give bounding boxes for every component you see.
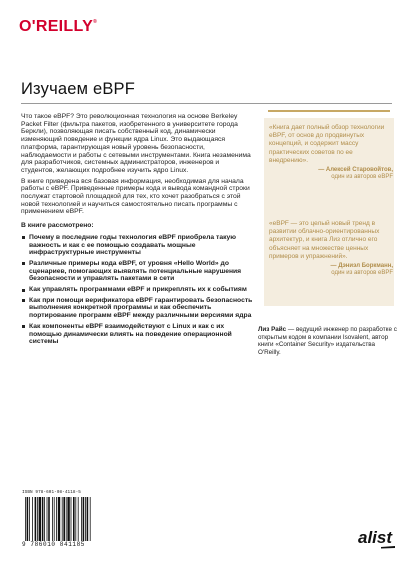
- barcode-bar: [71, 497, 72, 541]
- ean-digits: 9 786010 841185: [22, 541, 86, 548]
- barcode-bar: [44, 497, 45, 541]
- barcode-bar: [81, 497, 82, 541]
- quote-text: «eBPF — это целый новый тренд в развитии облачно-ориентированных архитектур, и книга Лиз отлично его объясняет на множестве ценных примеров и упражнений».: [269, 220, 380, 260]
- quotes-top-rule: [268, 110, 390, 112]
- publisher-logo: O'REILLY®: [19, 18, 98, 35]
- barcode-bar: [87, 497, 89, 541]
- barcode-bar: [39, 497, 41, 541]
- barcode-bar: [35, 497, 37, 541]
- title-divider: [21, 103, 392, 104]
- barcode-bar: [85, 497, 86, 541]
- topic-item: Как управлять программами eBPF и прикреплять их к событиям: [21, 286, 253, 294]
- topics-list: [21, 234, 253, 346]
- isbn-label: ISBN 978-601-08-4118-5: [22, 490, 81, 495]
- quote-text: «Книга дает полный обзор технологии eBPF, от основ до продвинутых концепций, и содержит массу практических советов по ее внедрению».: [269, 124, 385, 164]
- barcode-image: [24, 497, 116, 541]
- topic-item: Как компоненты eBPF взаимодействуют с Linux и как с их помощью динамически влиять на поведение операционной системы: [21, 323, 253, 346]
- book-title: Изучаем eBPF: [21, 80, 136, 98]
- barcode-bar: [73, 497, 75, 541]
- barcode-bar: [56, 497, 57, 541]
- barcode-bar: [29, 497, 30, 541]
- barcode-bar: [37, 497, 38, 541]
- barcode-bar: [62, 497, 63, 541]
- quote-borkmann: [269, 220, 393, 277]
- quote-author-role: один из авторов eBPF: [331, 270, 393, 277]
- barcode-bar: [75, 497, 76, 541]
- barcode-bar: [67, 497, 69, 541]
- barcode-block: [22, 490, 118, 550]
- quote-attribution: [269, 263, 393, 277]
- intro-paragraph-1: Что такое eBPF? Это революционная технология на основе Berkeley Packet Filter (фильтра пакетов, изобретенного в университете города Беркли), позволяющая писать собственный код, динамически изменяющий поведение и функции ядра Linux. Это выдающаяся платформа, гарантирующая новый уровень безопасности, наблюдаемости и работы с сетевыми инструментами. Книга незаменима для разработчиков, системных администраторов, инженеров и студентов, желающих подробнее изучить ядро Linux.: [21, 113, 251, 174]
- barcode-bar: [54, 497, 55, 541]
- quote-author-role: один из авторов eBPF: [331, 174, 393, 181]
- author-name: Лиз Райс: [258, 326, 287, 333]
- topic-item: Почему в последние годы технология eBPF приобрела такую важность и как с ее помощью создавать мощные инфраструктурные инструменты: [21, 234, 253, 257]
- quote-attribution: [269, 167, 393, 181]
- quote-starovoitov: [269, 124, 393, 181]
- barcode-bar: [90, 497, 91, 541]
- quote-author: — Алексей Старовойтов,: [318, 167, 393, 174]
- barcode-bar: [66, 497, 67, 541]
- alist-publisher-icon: [357, 525, 397, 549]
- barcode-bar: [32, 497, 33, 541]
- barcode-bar: [78, 497, 79, 541]
- topics-heading: В книге рассмотрено:: [21, 222, 94, 230]
- description-column: [21, 113, 253, 349]
- barcode-bar: [27, 497, 29, 541]
- trademark-mark: ®: [93, 19, 98, 25]
- barcode-bar: [48, 497, 50, 541]
- barcode-bar: [42, 497, 44, 541]
- svg-text:alist: alist: [358, 528, 393, 547]
- topic-item: Как при помощи верификатора eBPF гарантировать безопасность выполнения конкретной программы и как обеспечить портирование программ eBPF между различными версиями ядра: [21, 297, 253, 320]
- topic-item: Различные примеры кода eBPF, от уровня «Hello World» до сценариев, помогающих выявлять потенциальные нарушения безопасности и управлять пакетами в сети: [21, 260, 253, 283]
- intro-paragraph-2: В книге приведена вся базовая информация, необходимая для начала работы с eBPF. Приведенные примеры кода и вывода командной строки послужат стартовой площадкой для тех, кто хочет разобраться с этой новой технологией и научиться самостоятельно писать программы с применением eBPF.: [21, 177, 250, 216]
- barcode-bar: [63, 497, 65, 541]
- barcode-bar: [25, 497, 26, 541]
- author-bio: [258, 326, 398, 356]
- barcode-bar: [58, 497, 60, 541]
- barcode-bar: [83, 497, 85, 541]
- barcode-bar: [52, 497, 53, 541]
- author-bio-text: — ведущий инженер по разработке с открытым кодом в компании Isovalent, автор книги «Container Security» издательства O'Reilly.: [258, 326, 397, 356]
- quote-author: — Дэниэл Боркманн,: [330, 263, 393, 270]
- barcode-bar: [47, 497, 48, 541]
